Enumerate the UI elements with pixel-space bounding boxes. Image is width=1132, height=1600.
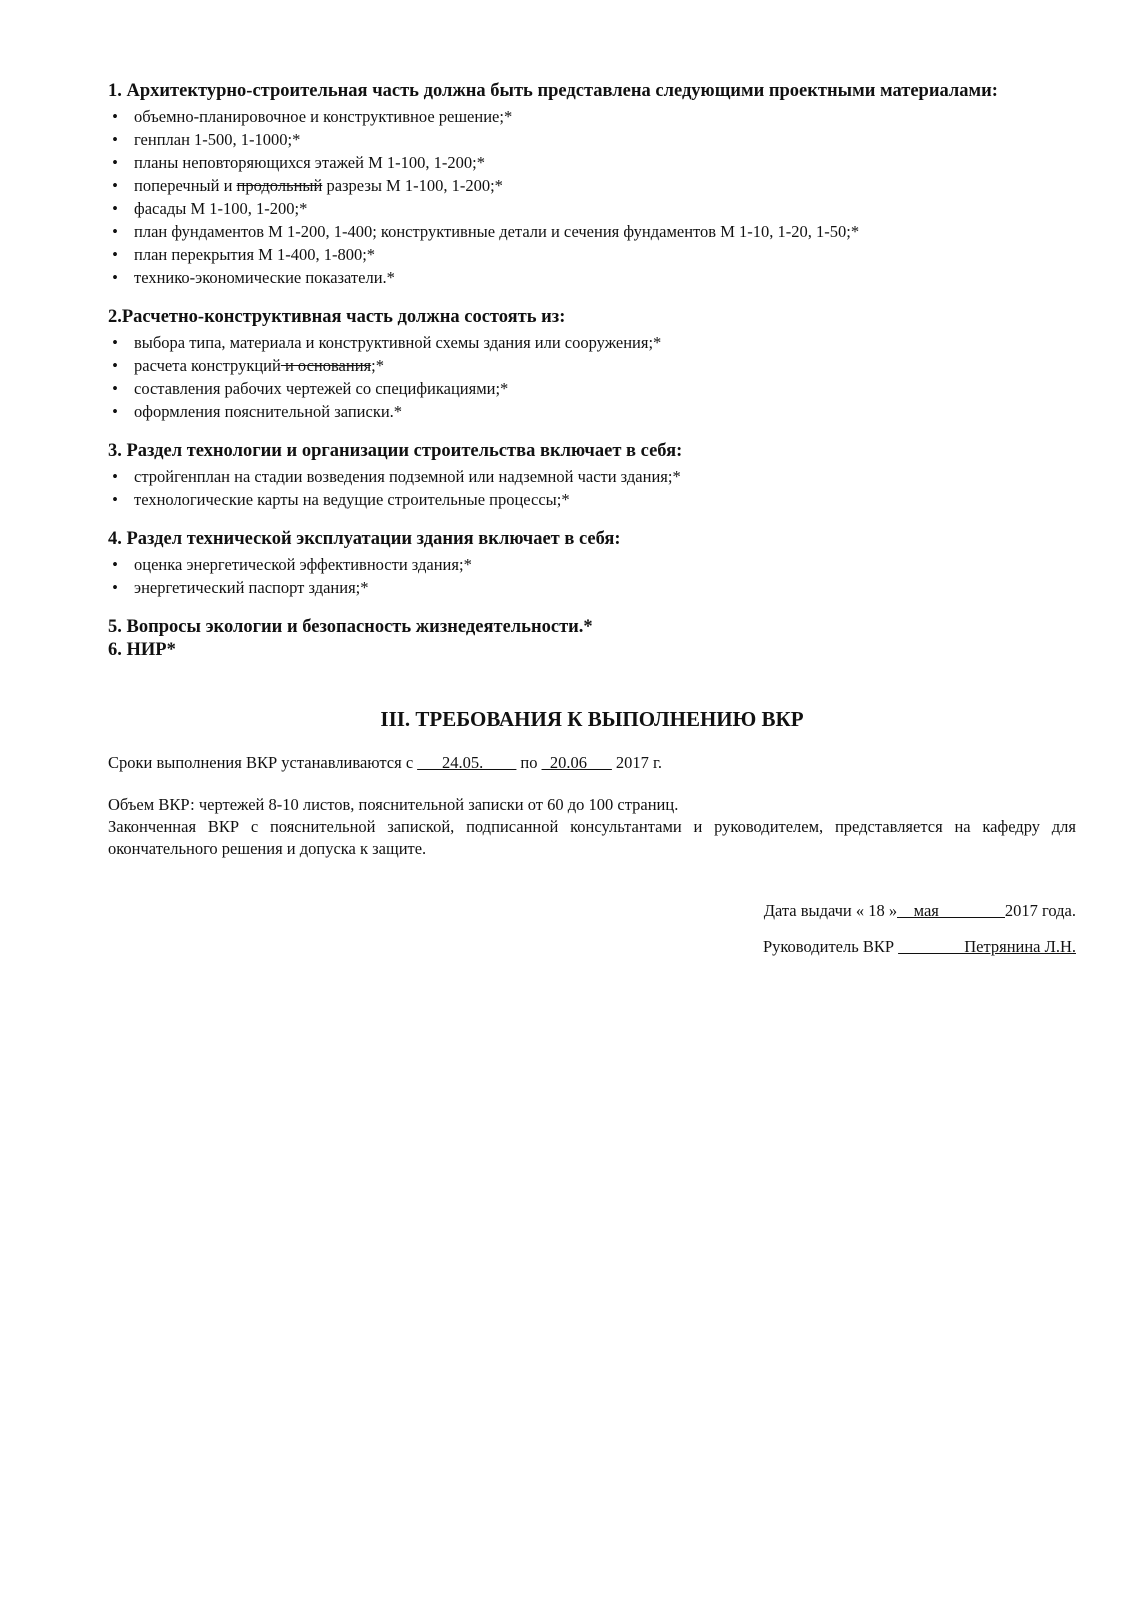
bullet-icon: • [112,176,118,195]
list-item [108,243,1076,266]
section-operation [108,528,1076,599]
bullet-icon: • [112,402,118,421]
list-item-text: оформления пояснительной записки.* [134,402,403,421]
list-item [108,266,1076,289]
struck-text: и основания [280,356,372,375]
bullet-icon: • [112,356,118,375]
list-item [108,151,1076,174]
list-item-text: генплан 1-500, 1-1000;* [134,130,301,149]
section-research-heading: 6. НИР* [108,640,176,660]
issue-month: __мая________ [897,901,1005,920]
bullet-icon: • [112,153,118,172]
bullet-icon: • [112,555,118,574]
list-item-text: технико-экономические показатели.* [134,268,395,287]
bullet-icon: • [112,578,118,597]
issue-suffix: 2017 года. [1004,901,1076,920]
list-item [108,354,1076,377]
bullet-list [108,105,1076,289]
list-item [108,105,1076,128]
list-item-text: объемно-планировочное и конструктивное решение;* [134,107,513,126]
supervisor-prefix: Руководитель ВКР [762,937,899,956]
list-item [108,174,1076,197]
bullet-icon: • [112,199,118,218]
deadline-suffix: 2017 г. [611,753,663,772]
list-item [108,553,1076,576]
document-page [108,80,1076,958]
section-heading: 2.Расчетно-конструктивная часть должна состоять из: [108,307,566,327]
list-item-text: поперечный и [134,176,237,195]
start-date: ___24.05.____ [417,753,517,772]
list-item-text: энергетический паспорт здания;* [134,578,369,597]
requirements-title: III. ТРЕБОВАНИЯ К ВЫПОЛНЕНИЮ ВКР [380,707,804,731]
section-heading: 3. Раздел технологии и организации строительства включает в себя: [108,441,683,461]
bullet-icon: • [112,379,118,398]
bullet-icon: • [112,245,118,264]
bullet-list [108,331,1076,423]
list-item-text: оценка энергетической эффективности здания;* [134,555,472,574]
end-date: _20.06___ [541,753,612,772]
list-item-text: расчета конструкций [134,356,281,375]
bullet-list [108,465,1076,511]
bullet-list [108,553,1076,599]
list-item [108,576,1076,599]
bullet-icon: • [112,268,118,287]
struck-text: продольный [236,176,323,195]
bullet-icon: • [112,107,118,126]
list-item [108,331,1076,354]
supervisor-line [108,936,1076,958]
list-item [108,377,1076,400]
bullet-icon: • [112,490,118,509]
list-item-text: технологические карты на ведущие строительные процессы;* [134,490,570,509]
deadline-prefix: Сроки выполнения ВКР устанавливаются с [108,753,418,772]
list-item [108,400,1076,423]
section-ecology-heading: 5. Вопросы экологии и безопасность жизнедеятельности.* [108,617,593,637]
issue-date-line [108,900,1076,922]
list-item [108,220,1076,243]
completion-text: Законченная ВКР с пояснительной запиской, подписанной консультантами и руководителем, представляется на кафедру для окончательного решения и допуска к защите. [108,817,1076,858]
section-technology [108,440,1076,511]
deadline-mid: по [516,753,542,772]
volume-text: Объем ВКР: чертежей 8-10 листов, пояснительной записки от 60 до 100 страниц. [108,795,679,814]
list-item [108,197,1076,220]
list-item-text: планы неповторяющихся этажей М 1-100, 1-200;* [134,153,485,172]
section-heading: 4. Раздел технической эксплуатации здания включает в себя: [108,529,621,549]
bullet-icon: • [112,333,118,352]
list-item [108,465,1076,488]
list-item-text: составления рабочих чертежей со спецификациями;* [134,379,509,398]
list-item [108,128,1076,151]
section-calculation [108,306,1076,423]
list-item-text: фасады М 1-100, 1-200;* [134,199,308,218]
issue-prefix: Дата выдачи « 18 » [763,901,898,920]
list-item-text: план перекрытия М 1-400, 1-800;* [134,245,376,264]
section-architecture [108,80,1076,289]
list-item-text: разрезы М 1-100, 1-200;* [322,176,503,195]
list-item-text: ;* [371,356,384,375]
list-item-text: выбора типа, материала и конструктивной схемы здания или сооружения;* [134,333,662,352]
list-item-text: план фундаментов М 1-200, 1-400; конструктивные детали и сечения фундаментов М 1-10, 1-20, 1-50;* [134,222,860,241]
list-item [108,488,1076,511]
bullet-icon: • [112,222,118,241]
bullet-icon: • [112,130,118,149]
supervisor-name: ________Петрянина Л.Н. [898,937,1076,956]
section-heading: 1. Архитектурно-строительная часть должна быть представлена следующими проектными материалами: [108,81,998,101]
list-item-text: стройгенплан на стадии возведения подземной или надземной части здания;* [134,467,681,486]
bullet-icon: • [112,467,118,486]
deadline-line [108,752,1076,774]
